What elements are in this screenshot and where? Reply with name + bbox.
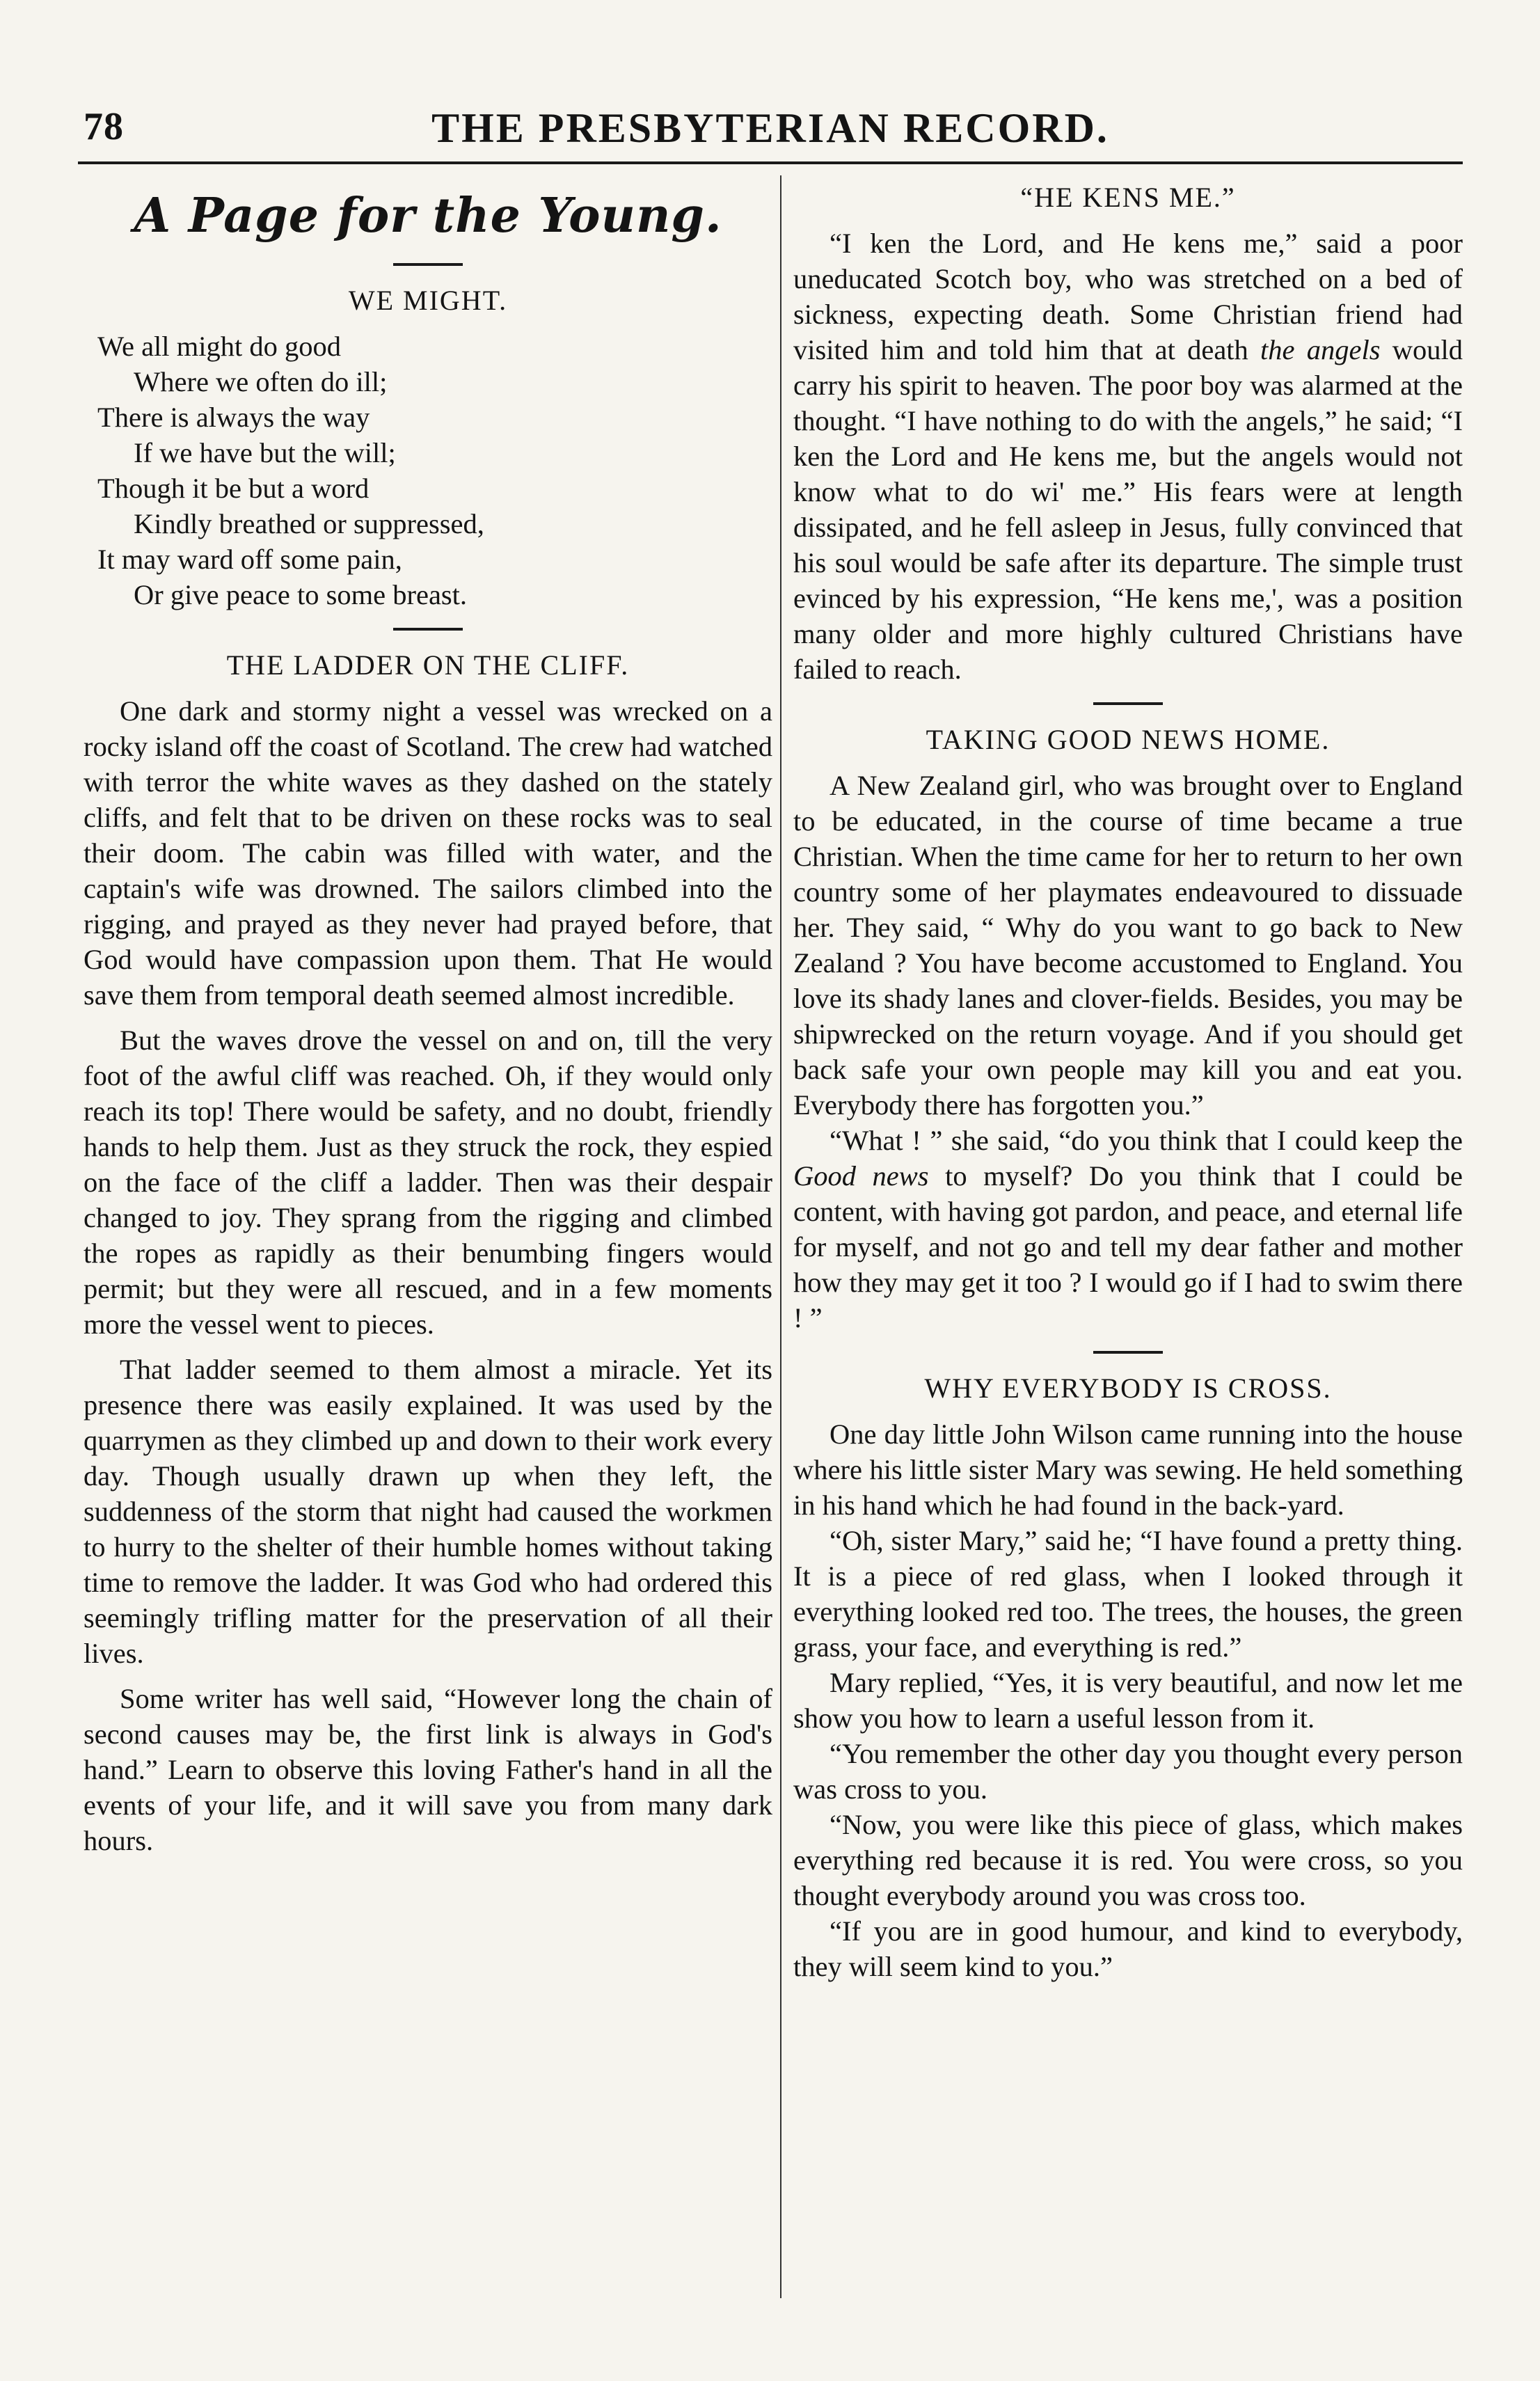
page-number: 78: [84, 105, 124, 148]
section-heading: A Page for the Young.: [134, 188, 722, 244]
article-paragraph: “I ken the Lord, and He kens me,” said a poor uneducated Scotch boy, who was stretched on a bed of sickness, expecting death. Some Christian friend had visited him and told him that at death the angels would carry his spirit to heaven. The poor boy was alarmed at the thought. “I have nothing to do with the angels,” he said; “I ken the Lord and He kens me, but the angels would not know what to do wi' me.” His fears were at length dissipated, and he fell asleep in Jesus, fully convinced that his soul would be safe after its departure. The simple trust evinced by his expression, “He kens me,', was a position many older and more highly cultured Christians have failed to reach.: [793, 228, 1463, 685]
journal-title: THE PRESBYTERIAN RECORD.: [431, 105, 1109, 151]
article-title: THE LADDER ON THE CLIFF.: [226, 649, 630, 681]
article-paragraph: “You remember the other day you thought every person was cross to you.: [793, 1738, 1463, 1805]
article-title: WHY EVERYBODY IS CROSS.: [924, 1373, 1332, 1404]
article-paragraph: One dark and stormy night a vessel was wrecked on a rocky island off the coast of Scotland. The crew had watched with terror the white waves as they dashed on the stately cliffs, and felt that to be driven on these rocks was to seal their doom. The cabin was filled with water, and the captain's wife was drowned. The sailors climbed into the rigging, and prayed as they never had prayed before, that God would have compassion upon them. That He would save them from temporal death seemed almost incredible.: [84, 695, 772, 1011]
ornament-rule: [1093, 702, 1163, 705]
article-paragraph: “Now, you were like this piece of glass, which makes everything red because it is red. You were cross, so you thought everybody around you was cross too.: [793, 1809, 1463, 1911]
ornament-rule: [393, 263, 463, 266]
page-header: [78, 104, 1463, 153]
poem-line: Kindly breathed or suppressed,: [134, 508, 484, 539]
poem: [97, 329, 772, 612]
ornament-rule: [393, 628, 463, 631]
left-column: [84, 175, 772, 1868]
emphasis-text: Good news: [793, 1160, 929, 1192]
poem-line: Where we often do ill;: [134, 366, 388, 397]
poem-line: There is always the way: [97, 402, 370, 433]
column-divider: [780, 175, 781, 2298]
article-paragraph: Mary replied, “Yes, it is very beautiful, and now let me show you how to learn a useful lesson from it.: [793, 1667, 1463, 1734]
article-title: “HE KENS ME.”: [1020, 182, 1236, 213]
poem-title: WE MIGHT.: [348, 285, 508, 316]
article-title: TAKING GOOD NEWS HOME.: [926, 724, 1331, 755]
article-paragraph: That ladder seemed to them almost a miracle. Yet its presence there was easily explained. It was used by the quarrymen as they climbed up and down to their work every day. Though usually drawn up when they left, the suddenness of the storm that night had caused the workmen to hurry to the shelter of their humble homes without taking time to remove the ladder. It was God who had ordered this seemingly trifling matter for the preservation of all their lives.: [84, 1354, 772, 1669]
article-paragraph: One day little John Wilson came running into the house where his little sister Mary was sewing. He held something in his hand which he had found in the back-yard.: [793, 1418, 1463, 1521]
poem-line: Or give peace to some breast.: [134, 579, 468, 610]
right-column: [793, 175, 1463, 1984]
article-paragraph: Some writer has well said, “However long the chain of second causes may be, the first link is always in God's hand.” Learn to observe this loving Father's hand in all the events of your life, and it will save you from many dark hours.: [84, 1683, 772, 1856]
emphasis-text: the angels: [1260, 334, 1381, 365]
article-paragraph: “Oh, sister Mary,” said he; “I have found a pretty thing. It is a piece of red glass, when I looked through it everything looked red too. The trees, the houses, the green grass, your face, and everything is red.”: [793, 1525, 1463, 1663]
poem-line: If we have but the will;: [134, 437, 396, 468]
article-paragraph: But the waves drove the vessel on and on, till the very foot of the awful cliff was reached. Oh, if they would only reach its top! There would be safety, and no doubt, friendly hands to help them. Just as they struck the rock, they espied on the face of the cliff a ladder. Then was their despair changed to joy. They sprang from the rigging and climbed the ropes as rapidly as their benumbing fingers would permit; but they were all rescued, and in a few moments more the vessel went to pieces.: [84, 1025, 772, 1340]
article-paragraph: A New Zealand girl, who was brought over to England to be educated, in the course of time became a true Christian. When the time came for her to return to her own country some of her playmates endeavoured to dissuade her. They said, “ Why do you want to go back to New Zealand ? You have become accustomed to England. You love its shady lanes and clover-fields. Besides, you may be shipwrecked on the return voyage. And if you should get back safe your own people may kill you and eat you. Everybody there has forgotten you.”: [793, 770, 1463, 1121]
poem-line: Though it be but a word: [97, 473, 370, 504]
article-paragraph: “If you are in good humour, and kind to everybody, they will seem kind to you.”: [793, 1915, 1463, 1982]
article-paragraph: “What ! ” she said, “do you think that I could keep the Good news to myself? Do you think that I could be content, with having got pardon, and peace, and eternal life for myself, and not go and tell my dear father and mother how they may get it too ? I would go if I had to swim there ! ”: [793, 1125, 1463, 1334]
poem-line: It may ward off some pain,: [97, 544, 402, 575]
ornament-rule: [1093, 1351, 1163, 1354]
header-rule: [78, 161, 1463, 164]
poem-line: We all might do good: [97, 331, 341, 362]
